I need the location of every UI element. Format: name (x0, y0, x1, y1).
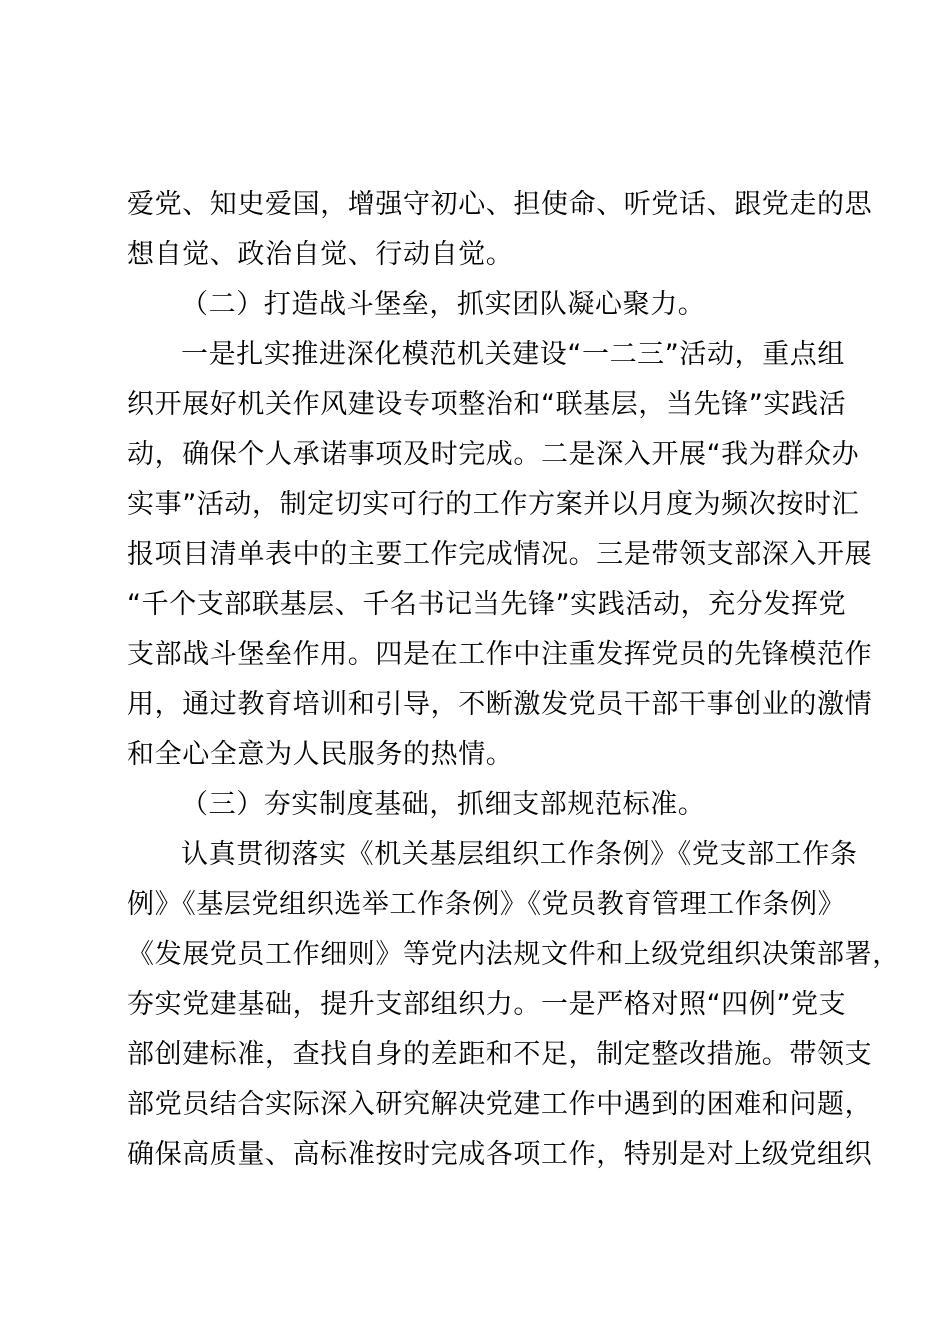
body-text-line: 一是扎实推进深化模范机关建设“一二三”活动，重点组 (181, 339, 845, 370)
body-text-line: 例》《基层党组织选举工作条例》《党员教育管理工作条例》 (127, 889, 846, 920)
body-text-line: 动，确保个人承诺事项及时完成。二是深入开展“我为群众办 (127, 439, 860, 470)
section-heading: （二）打造战斗堡垒，抓实团队凝心聚力。 (181, 289, 706, 320)
body-text-line: 部创建标准，查找自身的差距和不足，制定整改措施。带领支 (127, 1039, 873, 1070)
body-text-line: 用，通过教育培训和引导，不断激发党员干部干事创业的激情 (127, 689, 873, 720)
body-text-line: 部党员结合实际深入研究解决党建工作中遇到的困难和问题， (127, 1089, 873, 1120)
document-body (127, 180, 900, 1180)
body-text-line: 爱党、知史爱国，增强守初心、担使命、听党话、跟党走的思 (127, 189, 873, 220)
section-heading: （三）夯实制度基础，抓细支部规范标准。 (181, 789, 706, 820)
body-text-line: 织开展好机关作风建设专项整治和“联基层，当先锋”实践活 (127, 389, 847, 420)
body-text-line: 支部战斗堡垒作用。四是在工作中注重发挥党员的先锋模范作 (127, 639, 873, 670)
body-text-line: 和全心全意为人民服务的热情。 (127, 739, 514, 770)
body-text-line: 《发展党员工作细则》等党内法规文件和上级党组织决策部署， (127, 939, 900, 970)
body-text-line: 想自觉、政治自觉、行动自觉。 (127, 239, 514, 270)
body-text-line: 认真贯彻落实《机关基层组织工作条例》《党支部工作条 (181, 839, 858, 870)
body-text-line: “千个支部联基层、千名书记当先锋”实践活动，充分发挥党 (127, 589, 847, 620)
body-text-line: 实事”活动，制定切实可行的工作方案并以月度为频次按时汇 (127, 489, 860, 520)
body-text-line: 确保高质量、高标准按时完成各项工作，特别是对上级党组织 (127, 1139, 873, 1170)
body-text-line: 报项目清单表中的主要工作完成情况。三是带领支部深入开展 (127, 539, 873, 570)
body-text-line: 夯实党建基础，提升支部组织力。一是严格对照“四例”党支 (127, 989, 847, 1020)
